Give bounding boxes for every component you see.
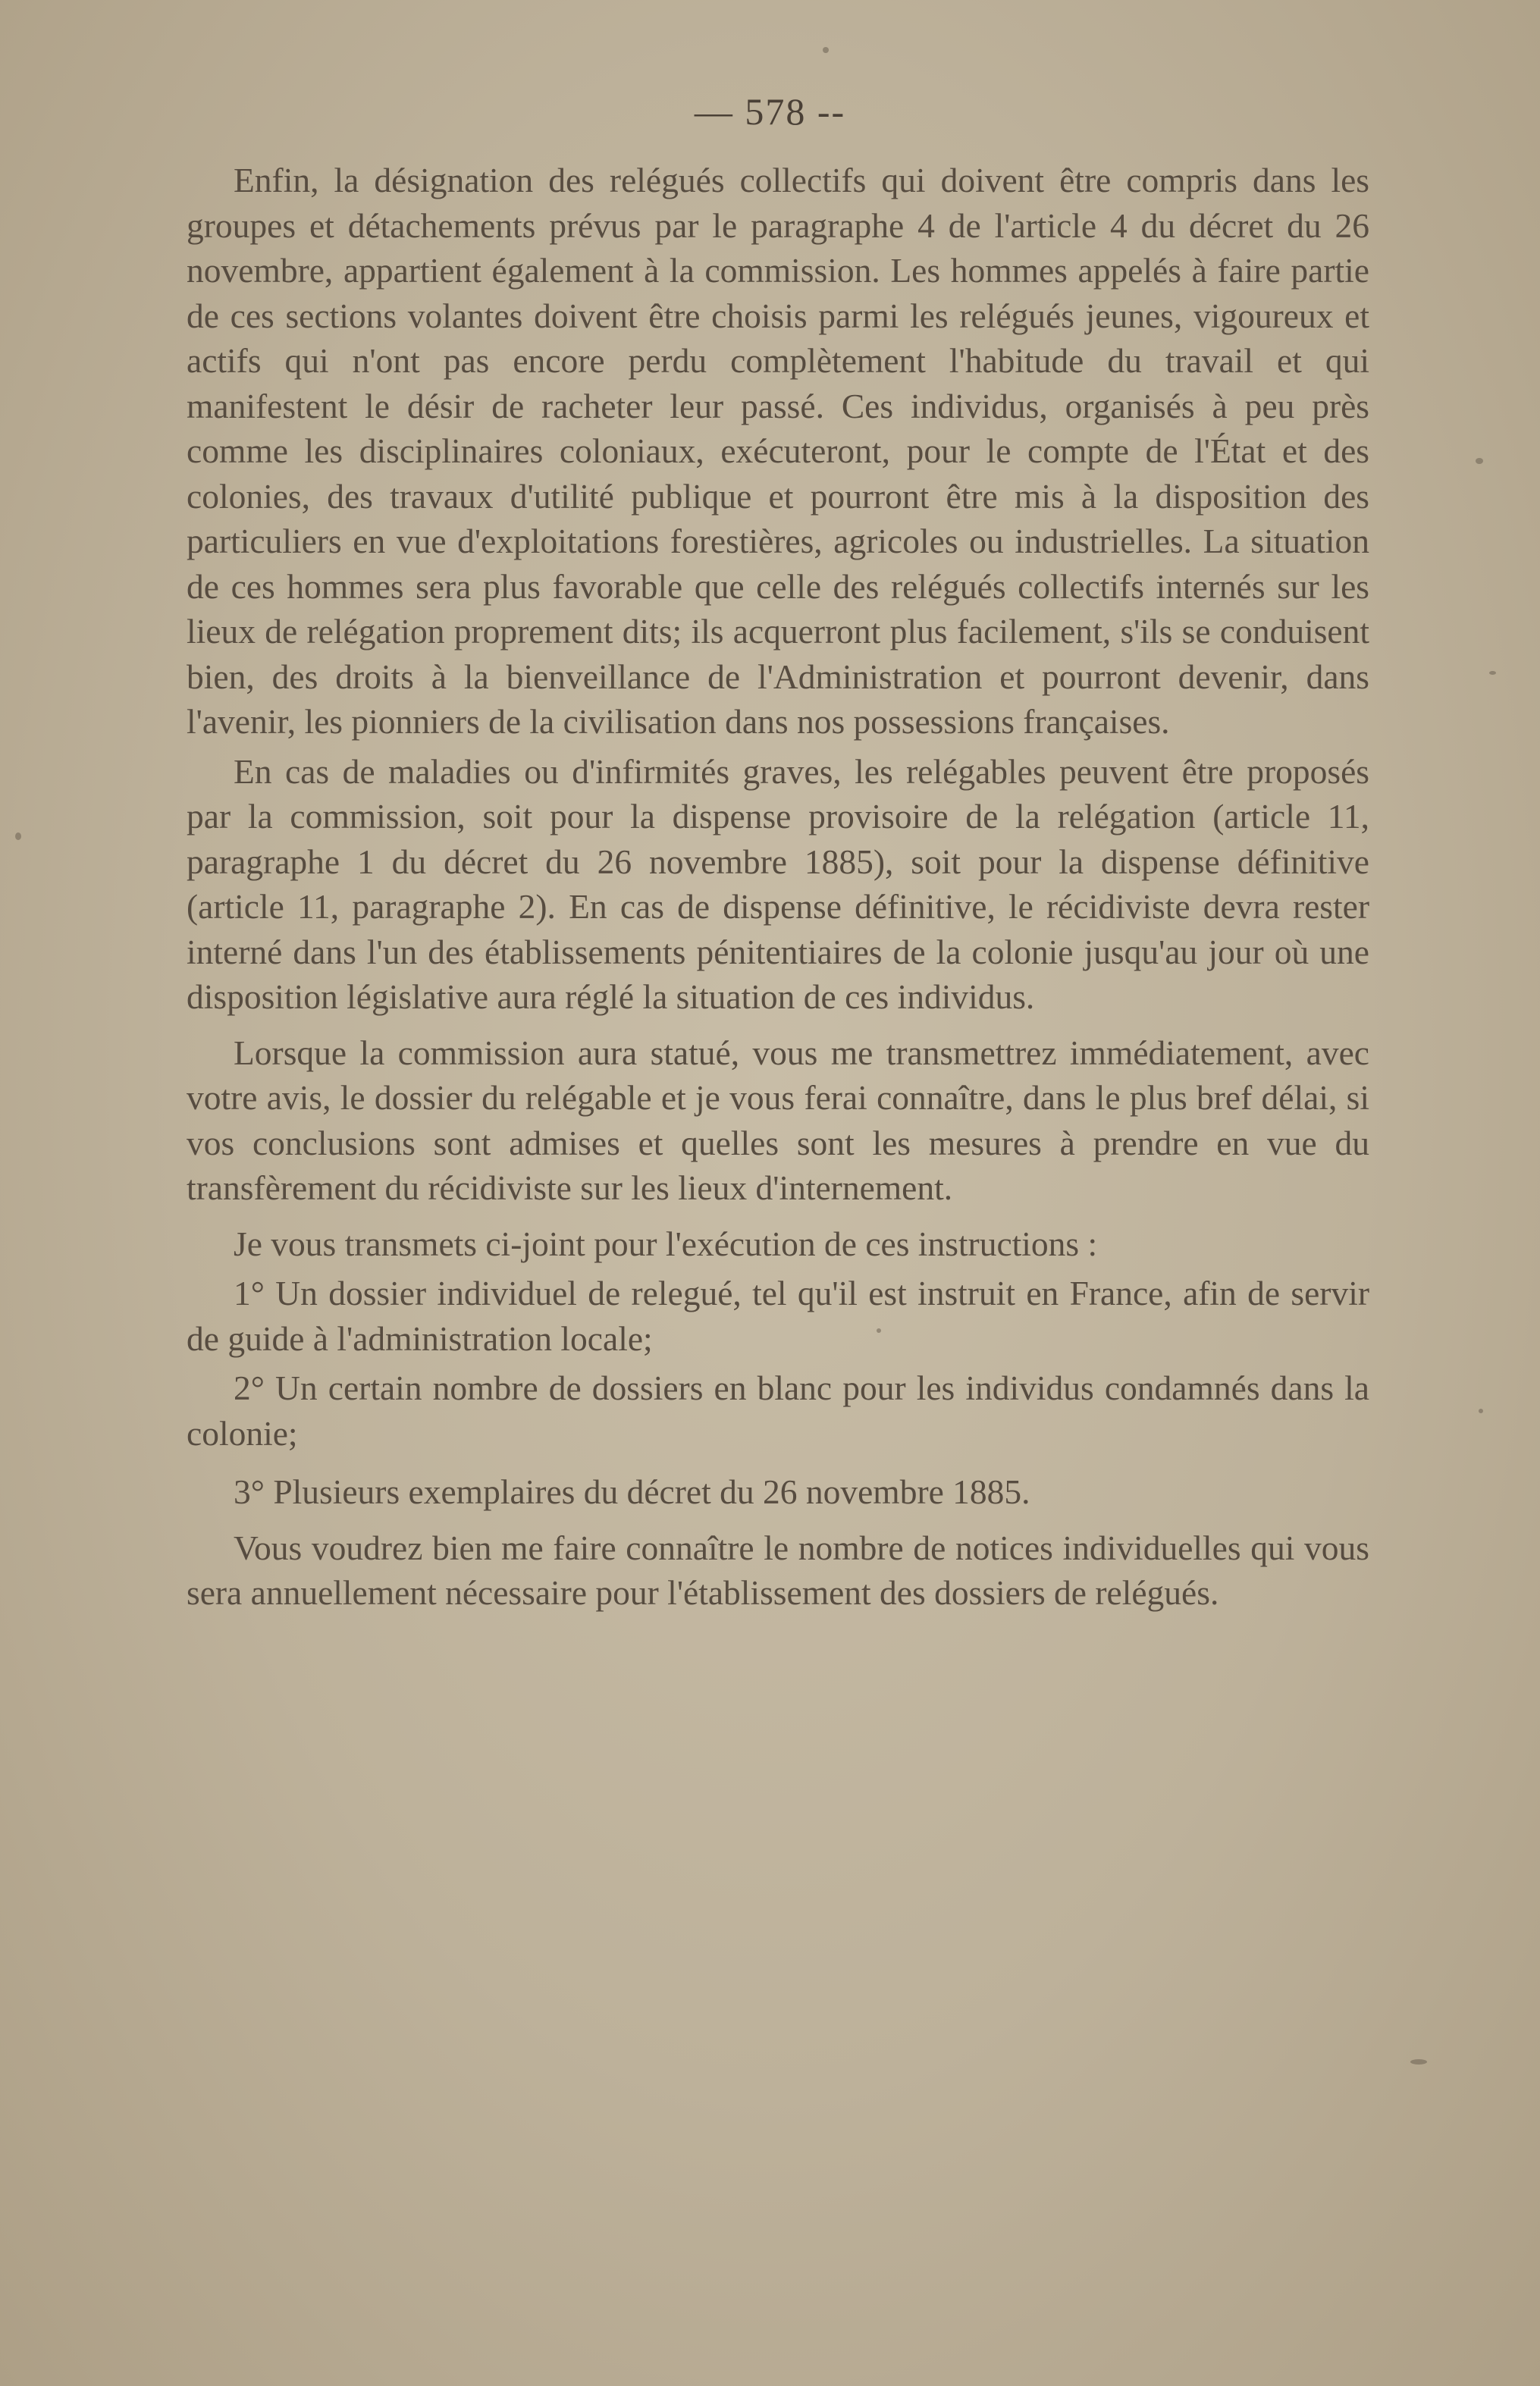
paper-speck <box>1476 458 1483 464</box>
paper-speck <box>15 832 21 840</box>
paper-speck <box>1489 671 1496 675</box>
paragraph-designation-releguees: Enfin, la désignation des relégués collectifs qui doivent être compris dans les groupes et détachements prévus par le paragraphe 4 de l'article 4 du décret du 26 novembre, appartient également à la commission. Les hommes appelés à faire partie de ces sections volantes doivent être choisis parmi les relégués jeunes, vigoureux et actifs qui n'ont pas encore perdu complètement l'habitude du travail et qui manifestent le désir de racheter leur passé. Ces individus, organisés à peu près comme les disciplinaires coloniaux, exécuteront, pour le compte de l'État et des colonies, des travaux d'utilité publique et pourront être mis à la disposition des particuliers en vue d'exploitations forestières, agricoles ou industrielles. La situation de ces hommes sera plus favorable que celle des relégués collectifs internés sur les lieux de relégation proprement dits; ils acquerront plus facilement, s'ils se conduisent bien, des droits à la bienveillance de l'Administration et pourront devenir, dans l'avenir, les pionniers de la civilisation dans nos possessions françaises. <box>187 161 1369 741</box>
list-item-3: 3° Plusieurs exemplaires du décret du 26 novembre 1885. <box>234 1472 1030 1511</box>
list-item-2: 2° Un certain nombre de dossiers en blanc pour les individus condamnés dans la colonie; <box>187 1369 1369 1453</box>
paragraph-commission-statue: Lorsque la commission aura statué, vous me transmettrez immédiatement, avec votre avis, le dossier du relégable et je vous ferai connaître, dans le plus bref délai, si vos conclusions sont admises et quelles sont les mesures à prendre en vue du transfèrement du récidiviste sur les lieux d'internement. <box>187 1033 1369 1207</box>
body-text <box>187 158 1369 1616</box>
paragraph-maladies: En cas de maladies ou d'infirmités graves, les relégables peuvent être proposés par la commission, soit pour la dispense provisoire de la relégation (article 11, paragraphe 1 du décret du 26 novembre 1885), soit pour la dispense définitive (article 11, paragraphe 2). En cas de dispense définitive, le récidiviste devra rester interné dans l'un des établissements pénitentiaires de la colonie jusqu'au jour où une disposition législative aura réglé la situation de ces individus. <box>187 751 1369 1016</box>
paper-speck <box>1479 1409 1483 1413</box>
paper-speck <box>823 47 829 53</box>
paper-speck <box>1410 2059 1427 2065</box>
list-item-1: 1° Un dossier individuel de relegué, tel qu'il est instruit en France, afin de servir de guide à l'administration locale; <box>187 1274 1369 1358</box>
page-number: — 578 -- <box>694 90 846 133</box>
paragraph-transmission: Je vous transmets ci-joint pour l'exécution de ces instructions : <box>234 1224 1098 1263</box>
paper-speck <box>877 1328 881 1333</box>
paragraph-notices: Vous voudrez bien me faire connaître le nombre de notices individuelles qui vous sera annuellement nécessaire pour l'établissement des dossiers de relégués. <box>187 1528 1369 1612</box>
